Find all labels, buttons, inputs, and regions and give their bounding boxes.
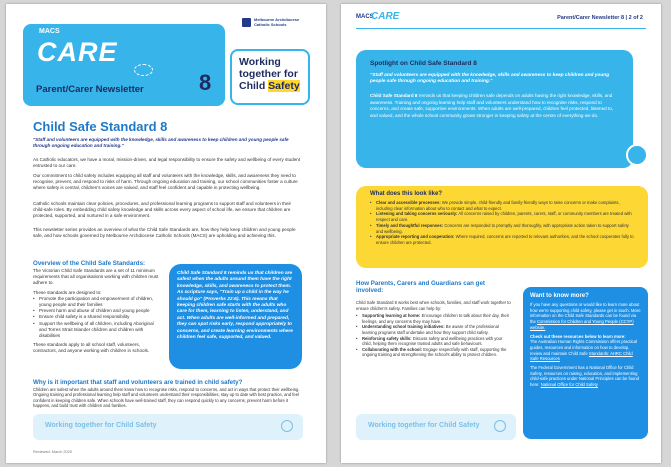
page2-footer-text: Working together for Child Safety — [368, 422, 480, 429]
page2-logo-macs: MACS — [356, 14, 374, 20]
overview-intro: The Victorian Child Safe Standards are a set of 11 minimum requirements that all organisations working with children must adhere to. — [33, 268, 159, 286]
why-paragraph: Children are safest when the adults around them know how to recognise risks, respond to concerns, and act in ways that protect their wellbeing. Ongoing training and professional learning help staff and volunteers understand their responsibilities, stay up to date with best practice, and feel confident in keeping children safe. When schools have well-trained staff, they can respond quickly to any concerns, prevent harm before it happens, and build trust with children and families. — [33, 387, 300, 409]
list-item: • Prevent harm and abuse of children and young people — [33, 308, 161, 314]
overview-heading: Overview of the Child Safe Standards: — [33, 260, 146, 267]
macs-logo-icon — [242, 18, 251, 27]
list-item: • Reinforcing safety skills: Discuss safety and wellbeing practices with your child, helping them recognise trusted adults and safe behaviours. — [356, 336, 512, 347]
header-rule — [356, 28, 646, 29]
parents-list — [356, 313, 512, 358]
parents-intro: Child Safe Standard 8 works best when schools, families, and staff work together to ensure children's safety. Families can help by: — [356, 300, 511, 311]
tagline-line-1: Working — [239, 56, 281, 68]
bubble-text: Child Safe Standard 8 reminds us that children are safest when the adults around them have the right knowledge, skills, and awareness to protect them. As scripture says, "Train up a child in the way he should go" (Proverbs 22:6). This means that keeping children safe starts with the adults who care for them, learning to listen, understand, and act. When adults are well-informed and prepared, they can spot risks early, respond appropriately to concerns, and create learning environments where children feel safe, supported, and valued. — [177, 271, 293, 341]
want-paragraph-3: The Federal Government has a National Office for Child Safety, resources on raising, education, and implementing child-safe practices under National Principles can be found here: — [530, 365, 639, 388]
spotlight-heading: Spotlight on Child Safe Standard 8 — [370, 60, 477, 67]
look-like-box — [356, 186, 648, 268]
newsletter-page-2 — [341, 4, 661, 463]
tagline-line-3: Child — [239, 80, 269, 92]
intro-paragraph-1: As Catholic educators, we have a moral, mission-driven, and legal responsibility to ensure the safety and wellbeing of every student entrusted to our care. — [33, 157, 301, 169]
look-list — [370, 200, 634, 246]
list-item: • Collaborating with the school: Engage respectfully with staff, supporting the ongoing training and strengthening the school's ability to protect children. — [356, 347, 512, 358]
ahrc-link[interactable]: Standards: AHRC Child Safe Resources — [530, 350, 633, 362]
newsletter-page-1 — [6, 4, 326, 463]
national-office-link[interactable]: National Office for Child Safety — [540, 382, 598, 388]
page-title: Child Safe Standard 8 — [33, 119, 168, 134]
footer-banner — [33, 414, 303, 440]
list-item: • Supporting learning at home: Encourage children to talk about their day, their feelings, and any concerns they may have. — [356, 313, 512, 324]
spotlight-box — [356, 50, 633, 168]
intro-paragraph-4: This newsletter series provides an overview of what the Child Safe Standards are, how they help keep children and young people safe, and how schools governed by Melbourne Archdiocese Catholic Schools (MACS) are upholding and achieving this. — [33, 227, 296, 239]
issue-number: 8 — [199, 70, 212, 95]
footer-logo-icon — [281, 420, 293, 432]
macs-logo — [242, 18, 312, 27]
want-resources-lead: Check out these resources below to learn more: — [530, 333, 626, 339]
page2-footer-logo-icon — [494, 420, 506, 432]
list-item: • Ensure child safety is a shared responsibility — [33, 314, 161, 320]
why-heading: Why is it important that staff and volunteers are trained in child safety? — [33, 379, 243, 386]
page2-logo-care: CARE — [371, 11, 400, 22]
want-paragraph-2: The Australian Human Rights Commission offers practical guides, resources and information on how to develop, review and maintain Child Safe — [530, 339, 637, 356]
ccyp-link[interactable]: Commission for Children and Young People (CCYP) website. — [530, 319, 634, 330]
list-item: • Listening and taking concerns seriously: All concerns raised by children, parents, carers, staff, or community members are treated with respect and care. — [370, 211, 634, 222]
org-line-1: Melbourne Archdiocese — [254, 17, 300, 22]
spotlight-quote: "Staff and volunteers are equipped with the knowledge, skills and awareness to keep children and young people safe through ongoing education and training." — [370, 73, 610, 85]
list-item: • Support the wellbeing of all children, including Aboriginal and Torres Strait Islander children and children with disabilities — [33, 321, 161, 340]
intro-paragraph-3: Catholic schools maintain clear policies, procedures, and professional learning programs to support staff and volunteers in their child-safe roles. By embedding child safety knowledge and skills across every aspect of school life, we ensure that children are protected, supported, and nurtured in a safe environment. — [33, 201, 292, 219]
logo-macs-text: MACS — [39, 28, 60, 35]
spotlight-body: Child Safe Standard 8 reminds us that keeping children safe depends on adults having the right knowledge, skills, and awareness. Training and ongoing learning help staff and volunteers understand how to recognise risks, respond to concerns, and create safe, supportive environments. When adults are well-prepared, children feel protected, listened to, and valued, and the whole school community grows stronger in keeping safety at the centre of everything we do. — [370, 93, 614, 118]
want-more-box — [523, 287, 648, 439]
list-item: • Understanding school training initiatives: Be aware of the professional learning programs staff undertake and how they support child safety. — [356, 324, 512, 335]
parents-heading: How Parents, Carers and Guardians can get involved: — [356, 280, 485, 295]
want-heading: Want to know more? — [530, 293, 589, 299]
standards-close: These standards apply to all school staff, volunteers, contractors, and anyone working with children in schools. — [33, 342, 150, 354]
standards-list — [33, 296, 161, 339]
parents-column — [356, 300, 512, 358]
list-item: • Promote the participation and empowerment of children, young people and their families — [33, 296, 161, 308]
list-item: • Timely and thoughtful responses: Concerns are responded to promptly and thoroughly, with appropriate action taken to support safety and wellbeing. — [370, 223, 634, 234]
tagline-safety-highlight: Safety — [268, 80, 300, 92]
speech-bubble — [169, 264, 302, 369]
overview-column — [33, 268, 161, 355]
look-heading: What does this look like? — [370, 191, 443, 197]
page2-header-label: Parent/Carer Newsletter 8 | 2 of 2 — [557, 15, 643, 21]
footer-text: Working together for Child Safety — [45, 422, 157, 429]
intro-paragraph-2: Our commitment to child safety includes equipping all staff and volunteers with the knowledge, skills, and awareness they need to recognise, prevent, and respond to risks of harm. Through ongoing education and training, our school communities foster a culture where safety is central, children's voices are valued, and staff feel confident and capable in protecting wellbeing. — [33, 173, 298, 191]
tagline-line-2: together for — [239, 68, 298, 80]
newsletter-title: Parent/Carer Newsletter — [36, 84, 144, 95]
review-date: Reviewed: March 2025 — [33, 450, 72, 454]
tagline-box — [230, 49, 310, 105]
intro-quote: "Staff and volunteers are equipped with the knowledge, skills and awareness to keep children and young people safe through ongoing education and training." — [33, 137, 289, 149]
dashed-loop-decoration — [134, 64, 153, 76]
want-paragraph-1: If you have any questions or would like to learn more about how we're supporting child safety, please get in touch. More information on the Child Safe Standards can be found via the — [530, 302, 641, 325]
spotlight-bubble-decoration — [626, 144, 648, 166]
standards-lead: These standards are designed to: — [33, 289, 102, 295]
list-item: • Appropriate reporting and cooperation: Where required, concerns are reported to relevant authorities, and the school cooperates fully to ensure children are protected. — [370, 234, 634, 245]
page2-footer-banner — [356, 414, 516, 440]
logo-care-text: CARE — [37, 37, 118, 67]
org-line-2: Catholic Schools — [254, 21, 287, 27]
list-item: • Clear and accessible processes: We provide simple, child-friendly and family-friendly ways to raise concerns or make complaints, including clear information about who to contact and what to expect. — [370, 200, 634, 211]
